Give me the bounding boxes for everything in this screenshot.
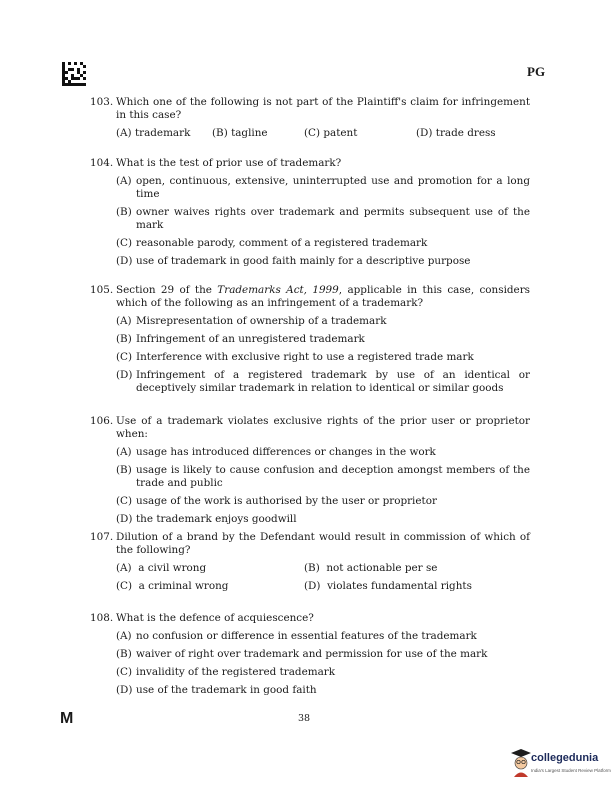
question-103 [90, 96, 530, 140]
qr-code-icon [62, 62, 86, 86]
option-label: (A) [116, 315, 132, 327]
option-label: (C) [116, 666, 133, 678]
option-text: use of the trademark in good faith [136, 684, 317, 696]
question-108 [90, 612, 530, 697]
option-label: (C) [304, 127, 321, 139]
option-label: (B) [116, 648, 132, 660]
option-text: open, continuous, extensive, uninterrupted use and promotion for a long time [136, 175, 530, 200]
question-number: 107. [90, 531, 114, 543]
option-label: (B) [116, 464, 132, 476]
page-number: 38 [298, 713, 311, 724]
option-text: Infringement of a registered trademark by use of an identical or deceptively similar trademark in relation to identical or similar goods [136, 369, 530, 394]
option-text: reasonable parody, comment of a registered trademark [136, 237, 428, 249]
collegedunia-logo-text: collegedunia [531, 752, 599, 764]
option-text: violates fundamental rights [327, 580, 472, 592]
question-number: 103. [90, 96, 114, 108]
option-text: the trademark enjoys goodwill [136, 513, 297, 525]
option-label: (C) [116, 237, 133, 249]
option-label: (A) [116, 175, 132, 187]
option-label: (A) [116, 562, 132, 574]
option-text: owner waives rights over trademark and permits subsequent use of the mark [136, 206, 530, 231]
option-text: Interference with exclusive right to use a registered trade mark [136, 351, 474, 363]
option-label: (B) [116, 206, 132, 218]
question-number: 106. [90, 415, 114, 427]
option-text: invalidity of the registered trademark [136, 666, 336, 678]
option-text: usage has introduced differences or changes in the work [136, 446, 436, 458]
question-number: 108. [90, 612, 114, 624]
question-number: 105. [90, 284, 114, 296]
option-text: trade dress [435, 127, 496, 139]
option-label: (A) [116, 446, 132, 458]
option-text: tagline [231, 127, 268, 139]
question-text: Use of a trademark violates exclusive rights of the prior user or proprietor when: [116, 415, 530, 440]
option-label: (D) [116, 684, 133, 696]
question-text: What is the defence of acquiescence? [116, 612, 314, 624]
option-label: (B) [212, 127, 228, 139]
option-label: (D) [116, 369, 133, 381]
question-number: 104. [90, 157, 114, 169]
option-label: (D) [116, 255, 133, 267]
option-label: (C) [116, 495, 133, 507]
option-label: (D) [304, 580, 321, 592]
statute-title: Trademarks Act, 1999 [217, 284, 339, 296]
paper-code: PG [527, 64, 546, 79]
option-text: a civil wrong [138, 562, 207, 574]
option-text: patent [323, 127, 358, 139]
option-text: Infringement of an unregistered trademark [136, 333, 365, 345]
option-label: (B) [116, 333, 132, 345]
series-mark: M [60, 710, 74, 727]
collegedunia-tagline: India's Largest Student Review Platform [531, 768, 611, 773]
question-text: Section 29 of the Trademarks Act, 1999, applicable in this case, considers which of the following as an infringement of a trademark? [116, 284, 531, 309]
option-text: usage is likely to cause confusion and deception amongst members of the trade and public [136, 464, 530, 489]
option-text: Misrepresentation of ownership of a trademark [136, 315, 387, 327]
option-label: (C) [116, 351, 133, 363]
question-text: Which one of the following is not part of the Plaintiff's claim for infringement in this case? [116, 96, 530, 121]
option-label: (A) [116, 630, 132, 642]
option-text: trademark [134, 127, 191, 139]
option-label: (D) [116, 513, 133, 525]
option-text: use of trademark in good faith mainly for a descriptive purpose [136, 255, 471, 267]
option-text: usage of the work is authorised by the user or proprietor [136, 495, 437, 507]
option-label: (C) [116, 580, 133, 592]
question-text: What is the test of prior use of trademark? [116, 157, 342, 169]
option-text: not actionable per se [326, 562, 438, 574]
question-text: Dilution of a brand by the Defendant would result in commission of which of the following? [116, 531, 530, 556]
option-label: (D) [416, 127, 433, 139]
question-105 [90, 284, 530, 395]
graduate-mascot-icon [510, 748, 532, 778]
question-104 [90, 157, 530, 268]
question-106 [90, 415, 530, 526]
option-text: waiver of right over trademark and permission for use of the mark [136, 648, 488, 660]
option-label: (B) [304, 562, 320, 574]
option-text: no confusion or difference in essential features of the trademark [136, 630, 477, 642]
option-text: a criminal wrong [138, 580, 229, 592]
option-label: (A) [116, 127, 132, 139]
question-107 [90, 531, 530, 593]
